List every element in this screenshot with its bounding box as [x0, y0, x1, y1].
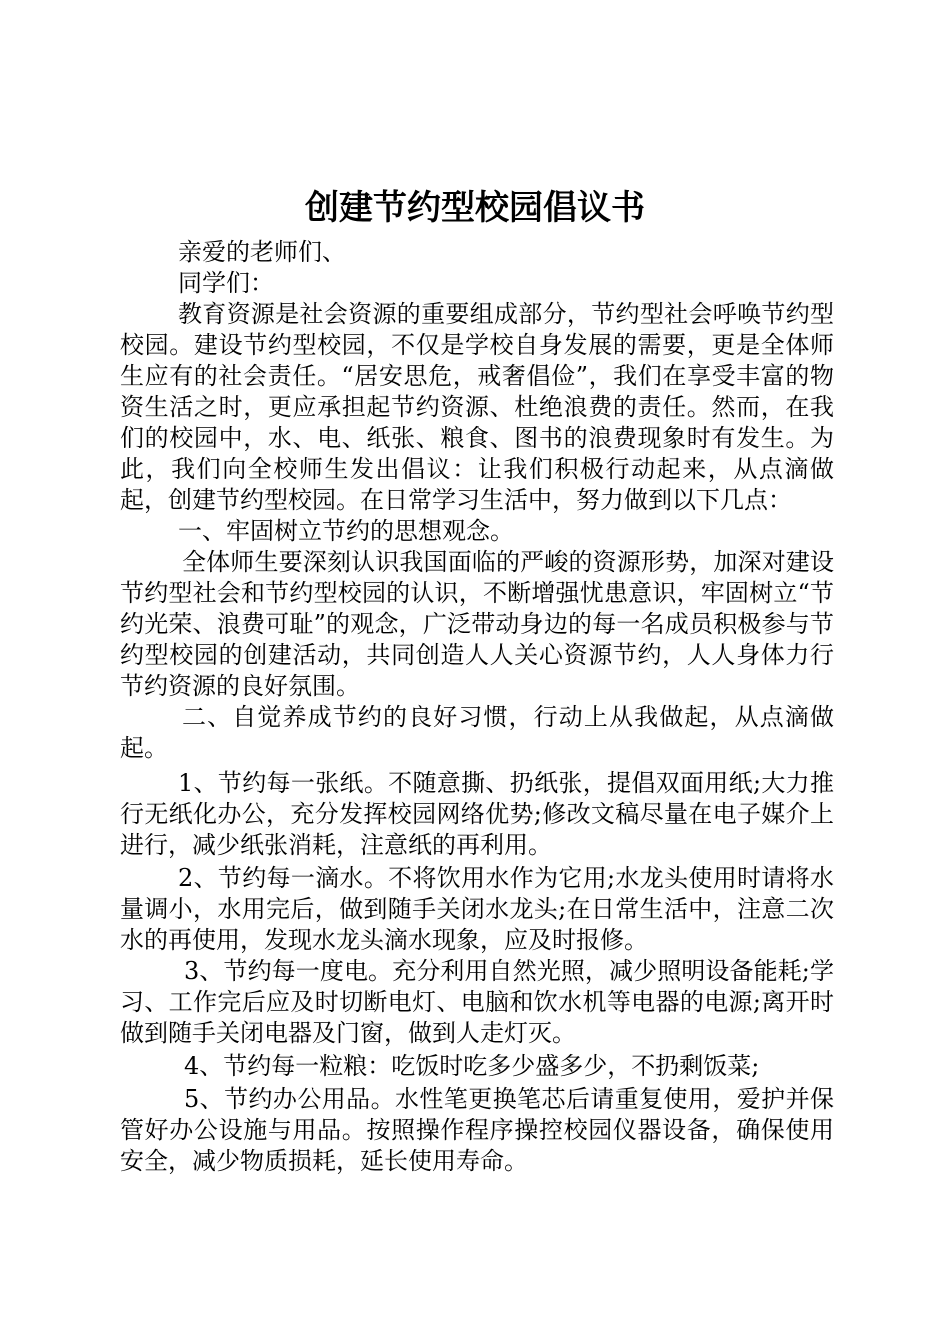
- greeting-line-2: 同学们：: [178, 269, 274, 297]
- list-item-water: 2、节约每一滴水。不将饮用水作为它用;水龙头使用时请将水量调小，水用完后，做到随手关闭水龙头;在日常生活中，注意二次水的再使用，发现水龙头滴水现象，应及时报修。: [120, 864, 834, 954]
- intro-paragraph: 教育资源是社会资源的重要组成部分，节约型社会呼唤节约型校园。建设节约型校园，不仅是学校自身发展的需要，更是全体师生应有的社会责任。“居安思危，戒奢倡俭”，我们在享受丰富的物资生活之时，更应承担起节约资源、杜绝浪费的责任。然而，在我们的校园中，水、电、纸张、粮食、图书的浪费现象时有发生。为此，我们向全校师生发出倡议：让我们积极行动起来，从点滴做起，创建节约型校园。在日常学习生活中，努力做到以下几点：: [120, 300, 834, 514]
- section-2-heading: 二、自觉养成节约的良好习惯，行动上从我做起，从点滴做起。: [120, 703, 834, 762]
- list-item-office-supplies: 5、节约办公用品。水性笔更换笔芯后请重复使用，爱护并保管好办公设施与用品。按照操作程序操控校园仪器设备，确保使用安全，减少物质损耗，延长使用寿命。: [120, 1085, 834, 1175]
- section-1-paragraph: 全体师生要深刻认识我国面临的严峻的资源形势，加深对建设节约型社会和节约型校园的认识，不断增强忧患意识，牢固树立“节约光荣、浪费可耻”的观念，广泛带动身边的每一名成员积极参与节约型校园的创建活动，共同创造人人关心资源节约，人人身体力行节约资源的良好氛围。: [120, 548, 834, 700]
- document-body: [120, 237, 834, 1177]
- section-1-heading: 一、牢固树立节约的思想观念。: [178, 517, 514, 545]
- list-item-electricity: 3、节约每一度电。充分利用自然光照，减少照明设备能耗;学习、工作完后应及时切断电灯、电脑和饮水机等电器的电源;离开时做到随手关闭电器及门窗，做到人走灯灭。: [120, 957, 834, 1047]
- list-item-food: 4、节约每一粒粮：吃饭时吃多少盛多少，不扔剩饭菜;: [184, 1052, 760, 1080]
- list-item-paper: 1、节约每一张纸。不随意撕、扔纸张，提倡双面用纸;大力推行无纸化办公，充分发挥校园网络优势;修改文稿尽量在电子媒介上进行，减少纸张消耗，注意纸的再利用。: [120, 769, 834, 859]
- greeting-line-1: 亲爱的老师们、: [178, 238, 346, 266]
- document-title: 创建节约型校园倡议书: [305, 188, 645, 228]
